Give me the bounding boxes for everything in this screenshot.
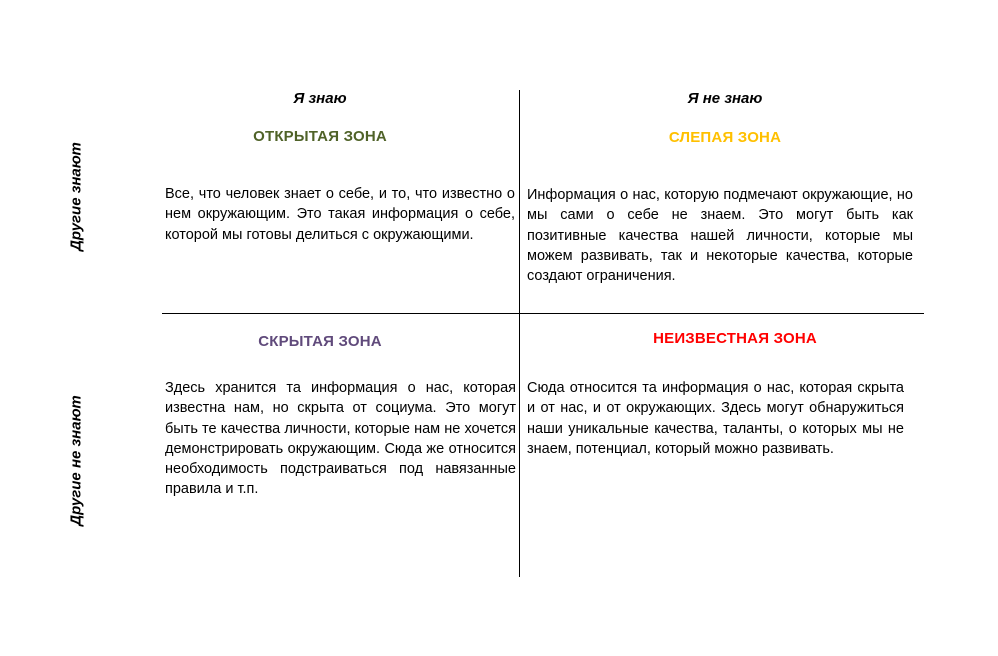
blind-zone-text: Информация о нас, которую подмечают окружающие, но мы сами о себе не знаем. Это могут быть как позитивные качества нашей личности, которые мы можем развивать, так и некоторые качества, которые создают ограничения. (527, 187, 913, 285)
vertical-divider (519, 90, 520, 577)
open-zone-text: Все, что человек знает о себе, и то, что известно о нем окружающим. Это такая информация о себе, которой мы готовы делиться с окружающими. (165, 186, 515, 243)
column-header-known-to-self: Я знаю (293, 90, 347, 107)
unknown-zone-text: Сюда относится та информация о нас, которая скрыта и от нас, и от окружающих. Здесь могут обнаружиться наши уникальные качества, таланты, о которых мы не знаем, потенциал, который можно развивать. (527, 380, 904, 457)
blind-zone-title: СЛЕПАЯ ЗОНА (668, 129, 782, 146)
row-header-unknown-to-others: Другие не знают (67, 395, 85, 526)
row-header-known-to-others: Другие знают (67, 142, 85, 251)
hidden-zone-text: Здесь хранится та информация о нас, которая известна нам, но скрыта от социума. Это могут быть те качества личности, которые нам не хочется демонстрировать окружающим. Сюда же относится необходимость подстраиваться под навязанные правила и т.п. (165, 380, 516, 498)
unknown-zone-title: НЕИЗВЕСТНАЯ ЗОНА (653, 330, 817, 347)
column-header-unknown-to-self: Я не знаю (687, 90, 763, 107)
horizontal-divider (162, 313, 924, 314)
open-zone-title: ОТКРЫТАЯ ЗОНА (253, 128, 387, 145)
hidden-zone-title: СКРЫТАЯ ЗОНА (258, 333, 382, 350)
